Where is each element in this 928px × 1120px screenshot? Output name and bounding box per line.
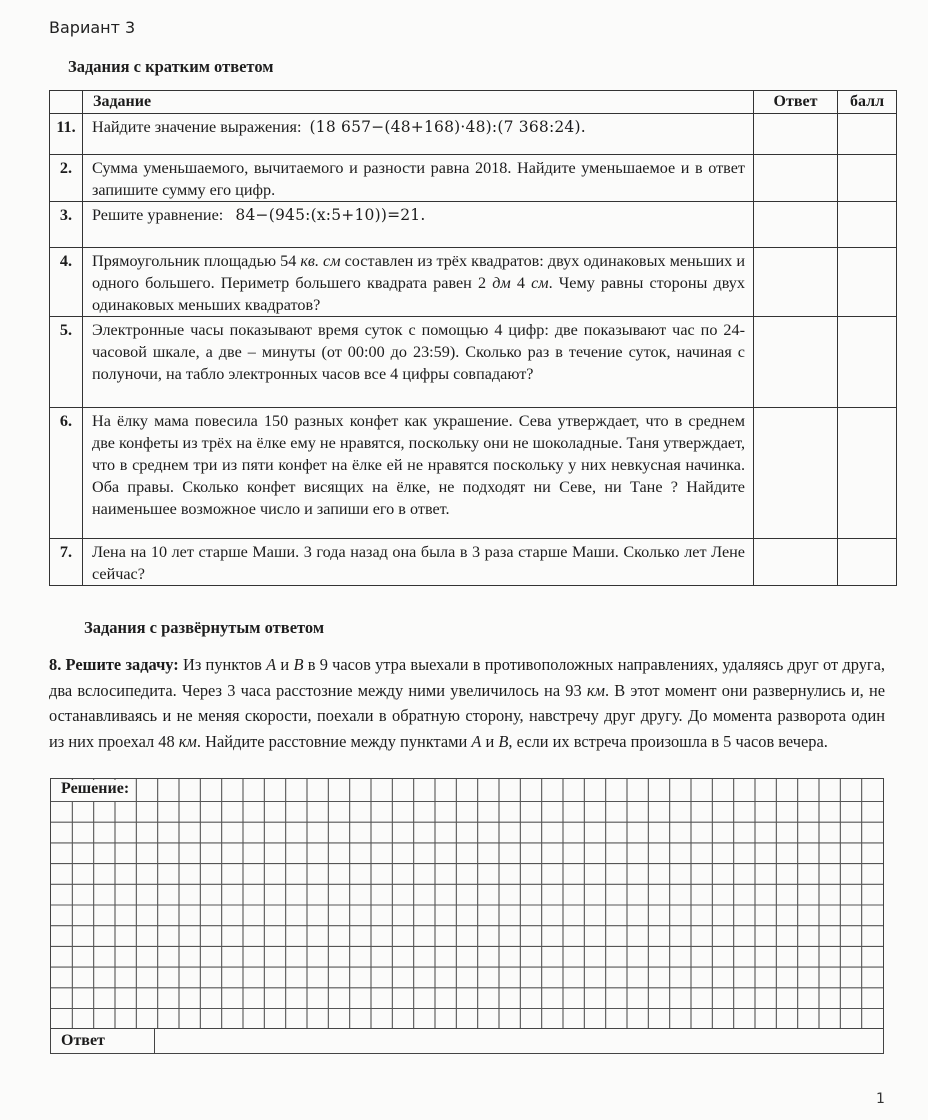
score-cell[interactable] xyxy=(838,155,897,202)
table-row xyxy=(50,317,897,408)
text-part: Из пунктов xyxy=(183,655,267,674)
text-part: . В этот момент они развернулись и, не останавливаясь и не меняя скорости, поехали в обратную сторону, навстречу друг другу. До момента разворота один из них проехал 48 xyxy=(49,680,885,751)
variant-title: Вариант 3 xyxy=(49,18,136,37)
unit: дм xyxy=(492,274,511,292)
point-label: A xyxy=(266,655,277,674)
task-statement: Решите уравнение: xyxy=(92,206,224,224)
text-part: , если их встреча произошла в 5 часов вечера. xyxy=(508,731,828,751)
task-number: 7. xyxy=(50,539,83,586)
task-text: На ёлку мама повесила 150 разных конфет как украшение. Сева утверждает, что в среднем две конфеты из трёх на ёлке ему не нравятся, поскольку они не шоколадные. Таня утверждает, что в среднем три из пяти конфет на ёлке ей не нравятся поскольку у них невкусная начинка. Оба правы. Сколько конфет висящих на ёлке, не подходят ни Севе, ни Тане ? Найдите наименьшее возможное число и запиши его в ответ. xyxy=(83,408,754,539)
table-header-row xyxy=(50,91,897,114)
task-number: 6. xyxy=(50,408,83,539)
extended-answer-section-title: Задания с развёрнутым ответом xyxy=(84,618,325,637)
task-number: 3. xyxy=(50,202,83,248)
text-part: . Найдите расстовние между пунктами xyxy=(196,731,472,751)
score-cell[interactable] xyxy=(838,202,897,248)
task-8 xyxy=(49,652,885,754)
answer-cell[interactable] xyxy=(754,539,838,586)
score-cell[interactable] xyxy=(838,248,897,317)
point-label: B xyxy=(293,655,304,674)
table-row xyxy=(50,114,897,155)
page-number: 1 xyxy=(876,1091,885,1107)
point-label: A xyxy=(471,731,482,751)
answer-cell[interactable] xyxy=(754,114,838,155)
unit: см xyxy=(531,274,549,292)
task-number: 11. xyxy=(50,114,83,155)
score-cell[interactable] xyxy=(838,539,897,586)
unit: кв. см xyxy=(300,252,341,270)
grid-lines xyxy=(51,779,883,1029)
answer-cell[interactable] xyxy=(754,202,838,248)
column-header-number xyxy=(50,91,83,114)
table-row xyxy=(50,248,897,317)
task-text: Сумма уменьшаемого, вычитаемого и разности равна 2018. Найдите уменьшаемое и в ответ запишите сумму его цифр. xyxy=(83,155,754,202)
task-expression: (18 657−(48+168)·48):(7 368:24). xyxy=(309,118,586,136)
task-text: Лена на 10 лет старше Маши. 3 года назад она была в 3 раза старше Маши. Сколько лет Лене сейчас? xyxy=(83,539,754,586)
table-row xyxy=(50,202,897,248)
text-part: и xyxy=(481,731,499,751)
task-equation: 84−(945:(x:5+10))=21. xyxy=(235,206,426,224)
short-answer-table xyxy=(49,90,897,586)
task-number: 4. xyxy=(50,248,83,317)
text-part: . Чему равны стороны двух одинаковых меньших квадратов? xyxy=(92,274,745,314)
task-number: 2. xyxy=(50,155,83,202)
answer-cell[interactable] xyxy=(754,248,838,317)
score-cell[interactable] xyxy=(838,114,897,155)
task-text xyxy=(83,202,754,248)
column-header-task: Задание xyxy=(83,91,754,114)
answer-label: Ответ xyxy=(51,1029,155,1053)
text-part: в 9 часов утра выехали в противоположных направлениях, удаляясь друг от друга, два вслосипедита. Через 3 часа расстозние между ними увеличилось на 93 xyxy=(49,655,886,700)
answer-cell[interactable] xyxy=(754,408,838,539)
column-header-answer: Ответ xyxy=(754,91,838,114)
task-text xyxy=(83,114,754,155)
point-label: B xyxy=(498,731,509,751)
table-row xyxy=(50,408,897,539)
task-statement: Найдите значение выражения: xyxy=(92,118,302,136)
task-8-label: 8. Решите задачу: xyxy=(49,655,179,674)
answer-cell[interactable] xyxy=(754,155,838,202)
unit: км xyxy=(178,731,197,751)
short-answer-section-title: Задания с кратким ответом xyxy=(68,57,274,76)
table-row xyxy=(50,155,897,202)
unit: км xyxy=(586,680,606,700)
task-text xyxy=(83,248,754,317)
solution-grid[interactable] xyxy=(50,778,884,1054)
answer-row xyxy=(51,1028,883,1053)
text-part: Прямоугольник площадью 54 xyxy=(92,252,301,270)
solution-label: Решение: xyxy=(61,780,133,801)
text-part: 4 xyxy=(510,274,532,292)
answer-cell[interactable] xyxy=(754,317,838,408)
table-row xyxy=(50,539,897,586)
score-cell[interactable] xyxy=(838,408,897,539)
text-part: составлен из трёх квадратов: двух одинаковых меньших и одного большего. Периметр большего квадрата равен 2 xyxy=(92,252,745,292)
text-part: и xyxy=(276,655,294,674)
column-header-score: балл xyxy=(838,91,897,114)
task-number: 5. xyxy=(50,317,83,408)
score-cell[interactable] xyxy=(838,317,897,408)
answer-field[interactable] xyxy=(156,1029,883,1053)
task-text: Электронные часы показывают время суток с помощью 4 цифр: две показывают час по 24-часовой шкале, а две – минуты (от 00:00 до 23:59). Сколько раз в течение суток, начиная с полуночи, на табло электронных часов все 4 цифры совпадают? xyxy=(83,317,754,408)
